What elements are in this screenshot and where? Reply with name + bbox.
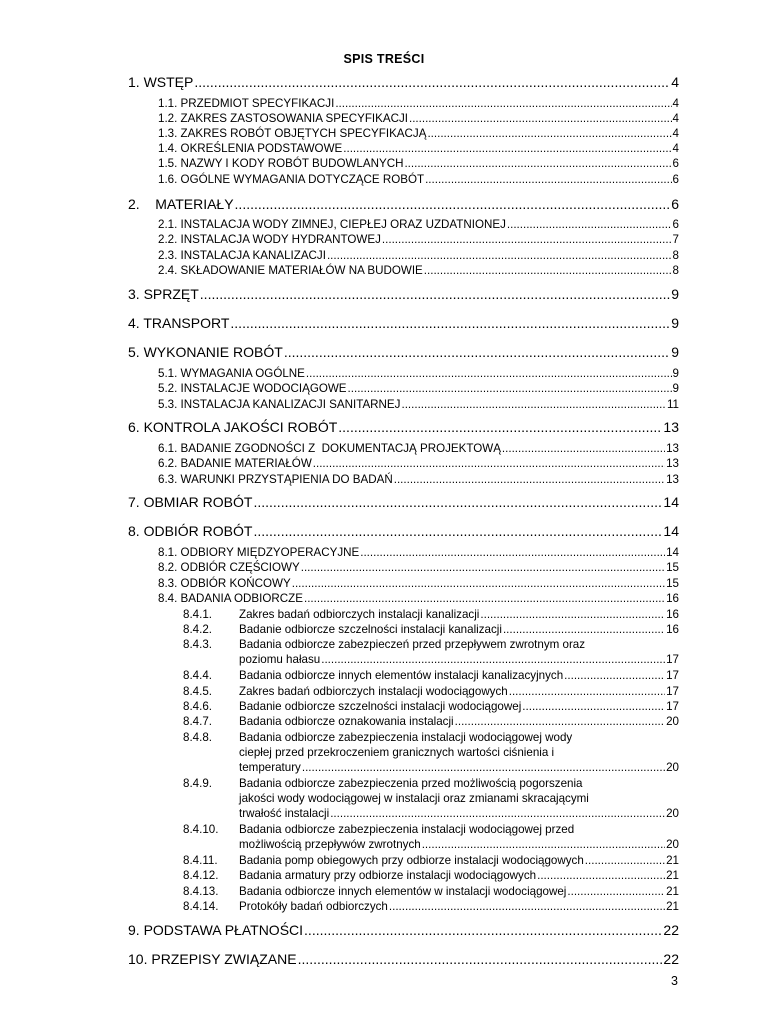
toc-leader <box>507 217 672 232</box>
toc-leader <box>230 315 670 332</box>
toc-leader <box>401 397 665 412</box>
toc-entry-label: 5.1. WYMAGANIA OGÓLNE <box>158 367 305 380</box>
toc-entry-1-6[interactable] <box>158 172 679 187</box>
toc-leader <box>304 922 662 939</box>
toc-entry-page: 13 <box>666 457 679 470</box>
toc-entry-1-5[interactable] <box>158 156 679 171</box>
toc-leader <box>200 286 670 303</box>
toc-entry-label: Zakres badań odbiorczych instalacji kanalizacji <box>239 608 480 621</box>
toc-leader <box>389 899 665 914</box>
toc-entry-label: 1. WSTĘP <box>128 74 194 90</box>
toc-entry-8-4-3[interactable] <box>183 637 679 667</box>
toc-entry-page: 15 <box>666 577 679 590</box>
toc-entry-6-1[interactable] <box>158 441 679 456</box>
toc-entry-label-cont: ciepłej przed przekroczeniem granicznych wartości ciśnienia i <box>239 746 555 759</box>
toc-leader <box>313 456 665 471</box>
toc-entry-label: 1.1. PRZEDMIOT SPECYFIKACJI <box>158 97 335 110</box>
toc-leader <box>480 607 665 622</box>
toc-entry-label: Badania armatury przy odbiorze instalacji wodociągowych <box>239 869 537 882</box>
toc-entry-number: 8.4.9. <box>183 777 213 790</box>
toc-leader <box>321 652 665 667</box>
toc-entry-page: 9 <box>672 382 679 395</box>
toc-entry-label: 8.4. BADANIA ODBIORCZE <box>158 592 303 605</box>
toc-entry-page: 7 <box>672 233 679 246</box>
toc-entry-9[interactable] <box>128 922 679 939</box>
toc-entry-8-4-13[interactable] <box>183 884 679 899</box>
toc-entry-page: 22 <box>663 951 679 967</box>
toc-entry-page: 6 <box>672 218 679 231</box>
toc-entry-label: 3. SPRZĘT <box>128 286 199 302</box>
toc-entry-label: 6.3. WARUNKI PRZYSTĄPIENIA DO BADAŃ <box>158 473 393 486</box>
toc-entry-label: Badania odbiorcze innych elementów instalacji kanalizacyjnych <box>239 669 564 682</box>
toc-leader <box>253 494 662 511</box>
toc-entry-label: 6.2. BADANIE MATERIAŁÓW <box>158 457 312 470</box>
toc-entry-number: 8.4.11. <box>183 854 218 867</box>
toc-entry-page: 21 <box>666 854 679 867</box>
toc-leader <box>427 126 671 141</box>
toc-leader <box>335 96 671 111</box>
toc-entry-number: 8.4.1. <box>183 608 213 621</box>
toc-entry-label: 5. WYKONANIE ROBÓT <box>128 344 283 360</box>
toc-entry-label: 5.3. INSTALACJA KANALIZACJI SANITARNEJ <box>158 398 401 411</box>
toc-entry-page: 17 <box>666 669 679 682</box>
toc-leader <box>304 591 665 606</box>
toc-leader <box>567 884 665 899</box>
toc-entry-page: 4 <box>672 142 679 155</box>
toc-entry-5[interactable] <box>128 344 679 361</box>
toc-leader <box>301 560 665 575</box>
toc-entry-8-4-8[interactable] <box>183 730 679 775</box>
toc-entry-page: 15 <box>666 561 679 574</box>
toc-entry-8-4-6[interactable] <box>183 699 679 714</box>
toc-entry-number: 8.4.5. <box>183 685 213 698</box>
toc-leader <box>292 576 665 591</box>
toc-entry-6-3[interactable] <box>158 472 679 487</box>
toc-entry-page: 6 <box>672 157 679 170</box>
toc-entry-8-4-7[interactable] <box>183 714 679 729</box>
toc-entry-8-4-2[interactable] <box>183 622 679 637</box>
toc-entry-page: 13 <box>666 473 679 486</box>
page-number: 3 <box>671 974 678 988</box>
toc-leader <box>348 381 672 396</box>
toc-entry-6[interactable] <box>128 419 679 436</box>
toc-entry-1-2[interactable] <box>158 111 679 126</box>
toc-entry-number: 8.4.10. <box>183 823 219 836</box>
toc-leader <box>424 263 672 278</box>
toc-entry-number: 8.4.13. <box>183 885 219 898</box>
toc-entry-page: 16 <box>666 608 679 621</box>
toc-entry-8-4-11[interactable] <box>183 853 679 868</box>
toc-entry-page: 16 <box>666 592 679 605</box>
toc-entry-label: 1.5. NAZWY I KODY ROBÓT BUDOWLANYCH <box>158 157 404 170</box>
toc-entry-1-1[interactable] <box>158 96 679 111</box>
toc-entry-8-4-1[interactable] <box>183 607 679 622</box>
toc-leader <box>235 196 671 213</box>
toc-entry-label: 7. OBMIAR ROBÓT <box>128 494 253 510</box>
toc-entry-label: 8.3. ODBIÓR KOŃCOWY <box>158 577 291 590</box>
toc-entry-label: 2.3. INSTALACJA KANALIZACJI <box>158 249 326 262</box>
toc-entry-number: 8.4.4. <box>183 669 213 682</box>
toc-entry-page: 21 <box>666 900 679 913</box>
toc-entry-label-cont: trwałość instalacji <box>239 807 330 820</box>
toc-entry-page: 17 <box>666 685 679 698</box>
toc-entry-8-4-5[interactable] <box>183 684 679 699</box>
toc-leader <box>330 806 665 821</box>
toc-leader <box>503 622 665 637</box>
toc-entry-number: 8.4.14. <box>183 900 219 913</box>
toc-entry-2-3[interactable] <box>158 248 679 263</box>
toc-entry-label: 6. KONTROLA JAKOŚCI ROBÓT <box>128 419 338 435</box>
toc-entry-1-4[interactable] <box>158 141 679 156</box>
toc-leader <box>455 714 665 729</box>
toc-entry-number: 8.4.7. <box>183 715 213 728</box>
toc-entry-page: 20 <box>666 761 679 774</box>
toc-entry-label: Badania odbiorcze oznakowania instalacji <box>239 715 454 728</box>
toc-entry-label: Badania odbiorcze zabezpieczenia instalacji wodociągowej przed <box>239 823 575 836</box>
toc-entry-10[interactable] <box>128 951 679 968</box>
toc-entry-label-cont: możliwością przepływów zwrotnych <box>239 838 421 851</box>
toc-leader <box>343 141 671 156</box>
toc-entry-label: 1.6. OGÓLNE WYMAGANIA DOTYCZĄCE ROBÓT <box>158 173 425 186</box>
toc-entry-label: 2.4. SKŁADOWANIE MATERIAŁÓW NA BUDOWIE <box>158 264 423 277</box>
toc-entry-page: 8 <box>672 249 679 262</box>
toc-entry-label-cont: jakości wody wodociągowej w instalacji oraz zmianami skracającymi <box>239 792 589 805</box>
toc-entry-number: 8.4.6. <box>183 700 213 713</box>
toc-entry-3[interactable] <box>128 286 679 303</box>
toc-leader <box>327 248 672 263</box>
toc-leader <box>425 172 671 187</box>
toc-entry-label-cont: poziomu hałasu <box>239 653 321 666</box>
toc-entry-label-cont: temperatury <box>239 761 301 774</box>
toc-entry-8-4-4[interactable] <box>183 668 679 683</box>
toc-entry-page: 9 <box>672 367 679 380</box>
toc-entry-label: Badania odbiorcze zabezpieczenia przed możliwością pogorszenia <box>239 777 583 790</box>
toc-entry-page: 14 <box>666 546 679 559</box>
toc-leader <box>585 853 665 868</box>
toc-leader <box>537 868 665 883</box>
toc-entry-8-4-14[interactable] <box>183 899 679 914</box>
toc-entry-label: Badania odbiorcze zabezpieczenia instalacji wodociągowej wody <box>239 731 573 744</box>
toc-leader <box>253 523 662 540</box>
toc-leader <box>522 699 665 714</box>
toc-entry-8-3[interactable] <box>158 576 679 591</box>
toc-entry-page: 4 <box>672 112 679 125</box>
toc-entry-page: 6 <box>672 173 679 186</box>
toc-entry-8-2[interactable] <box>158 560 679 575</box>
toc-leader <box>404 156 671 171</box>
toc-entry-4[interactable] <box>128 315 679 332</box>
toc-entry-label: 9. PODSTAWA PŁATNOŚCI <box>128 922 304 938</box>
toc-entry-page: 21 <box>666 869 679 882</box>
toc-entry-8-4-9[interactable] <box>183 776 679 821</box>
toc-entry-8-4-12[interactable] <box>183 868 679 883</box>
toc-entry-page: 14 <box>663 523 679 539</box>
toc-entry-label: Zakres badań odbiorczych instalacji wodociągowych <box>239 685 508 698</box>
toc-entry-8-4-10[interactable] <box>183 822 679 852</box>
toc-entry-label: Badania odbiorcze innych elementów w instalacji wodociągowej <box>239 885 567 898</box>
toc-entry-page: 20 <box>666 838 679 851</box>
toc-leader <box>338 419 662 436</box>
toc-entry-label: 2.2. INSTALACJA WODY HYDRANTOWEJ <box>158 233 381 246</box>
toc-entry-label: 4. TRANSPORT <box>128 315 230 331</box>
toc-entry-label: 1.4. OKREŚLENIA PODSTAWOWE <box>158 142 343 155</box>
toc-entry-page: 9 <box>671 315 679 331</box>
toc-leader <box>502 441 665 456</box>
toc-leader <box>194 74 670 91</box>
toc-entry-label: 8.1. ODBIORY MIĘDZYOPERACYJNE <box>158 546 360 559</box>
toc-entry-label: Badanie odbiorcze szczelności instalacji kanalizacji <box>239 623 502 636</box>
toc-entry-page: 20 <box>666 807 679 820</box>
toc-entry-2-2[interactable] <box>158 232 679 247</box>
toc-entry-page: 11 <box>666 398 679 411</box>
toc-entry-page: 9 <box>671 344 679 360</box>
toc-entry-label: 8. ODBIÓR ROBÓT <box>128 523 253 539</box>
toc-entry-number: 8.4.12. <box>183 869 219 882</box>
toc-leader <box>298 951 663 968</box>
toc-entry-8[interactable] <box>128 523 679 540</box>
toc-entry-page: 17 <box>666 700 679 713</box>
toc-leader <box>302 760 665 775</box>
toc-entry-number: 8.4.8. <box>183 731 213 744</box>
toc-entry-page: 16 <box>666 623 679 636</box>
toc-entry-label: Badania odbiorcze zabezpieczeń przed przepływem zwrotnym oraz <box>239 638 586 651</box>
toc-entry-2[interactable] <box>128 196 679 213</box>
toc-entry-label: 6.1. BADANIE ZGODNOŚCI Z DOKUMENTACJĄ PROJEKTOWĄ <box>158 442 501 455</box>
toc-entry-1-3[interactable] <box>158 126 679 141</box>
toc-leader <box>306 366 672 381</box>
toc-entry-page: 17 <box>666 653 679 666</box>
toc-entry-label: 5.2. INSTALACJE WODOCIĄGOWE <box>158 382 347 395</box>
toc-leader <box>394 472 665 487</box>
toc-entry-2-4[interactable] <box>158 263 679 278</box>
toc-leader <box>284 344 670 361</box>
toc-leader <box>564 668 665 683</box>
toc-entry-label: Badania pomp obiegowych przy odbiorze instalacji wodociągowych <box>239 854 584 867</box>
toc-entry-page: 4 <box>672 127 679 140</box>
toc-entry-label: 10. PRZEPISY ZWIĄZANE <box>128 951 297 967</box>
toc-leader <box>360 545 665 560</box>
toc-entry-2-1[interactable] <box>158 217 679 232</box>
toc-leader <box>509 684 665 699</box>
toc-entry-5-2[interactable] <box>158 381 679 396</box>
toc-entry-6-2[interactable] <box>158 456 679 471</box>
toc-entry-page: 22 <box>663 922 679 938</box>
toc-entry-page: 21 <box>666 885 679 898</box>
toc-entry-number: 8.4.3. <box>183 638 213 651</box>
toc-entry-page: 8 <box>672 264 679 277</box>
toc-entry-5-3[interactable] <box>158 397 679 412</box>
toc-entry-8-4[interactable] <box>158 591 679 606</box>
toc-entry-8-1[interactable] <box>158 545 679 560</box>
toc-entry-7[interactable] <box>128 494 679 511</box>
toc-entry-label: 8.2. ODBIÓR CZĘŚCIOWY <box>158 561 300 574</box>
toc-entry-label: Badanie odbiorcze szczelności instalacji wodociągowej <box>239 700 522 713</box>
toc-leader <box>422 837 665 852</box>
toc-entry-page: 13 <box>666 442 679 455</box>
toc-entry-1[interactable] <box>128 74 679 91</box>
toc-entry-page: 6 <box>671 196 679 212</box>
toc-leader <box>382 232 672 247</box>
toc-entry-label: 2.1. INSTALACJA WODY ZIMNEJ, CIEPŁEJ ORAZ UZDATNIONEJ <box>158 218 506 231</box>
toc-entry-page: 4 <box>672 97 679 110</box>
toc-entry-page: 4 <box>671 74 679 90</box>
toc-entry-label: 1.2. ZAKRES ZASTOSOWANIA SPECYFIKACJI <box>158 112 408 125</box>
toc-title: SPIS TREŚCI <box>343 52 425 66</box>
toc-entry-label: 2. MATERIAŁY <box>128 196 234 212</box>
toc-leader <box>409 111 672 126</box>
toc-entry-page: 13 <box>663 419 679 435</box>
toc-entry-page: 20 <box>666 715 679 728</box>
toc-entry-label: Protokóły badań odbiorczych <box>239 900 388 913</box>
toc-entry-label: 1.3. ZAKRES ROBÓT OBJĘTYCH SPECYFIKACJĄ <box>158 127 427 140</box>
toc-entry-page: 14 <box>663 494 679 510</box>
toc-entry-page: 9 <box>671 286 679 302</box>
toc-entry-number: 8.4.2. <box>183 623 213 636</box>
toc-entry-5-1[interactable] <box>158 366 679 381</box>
